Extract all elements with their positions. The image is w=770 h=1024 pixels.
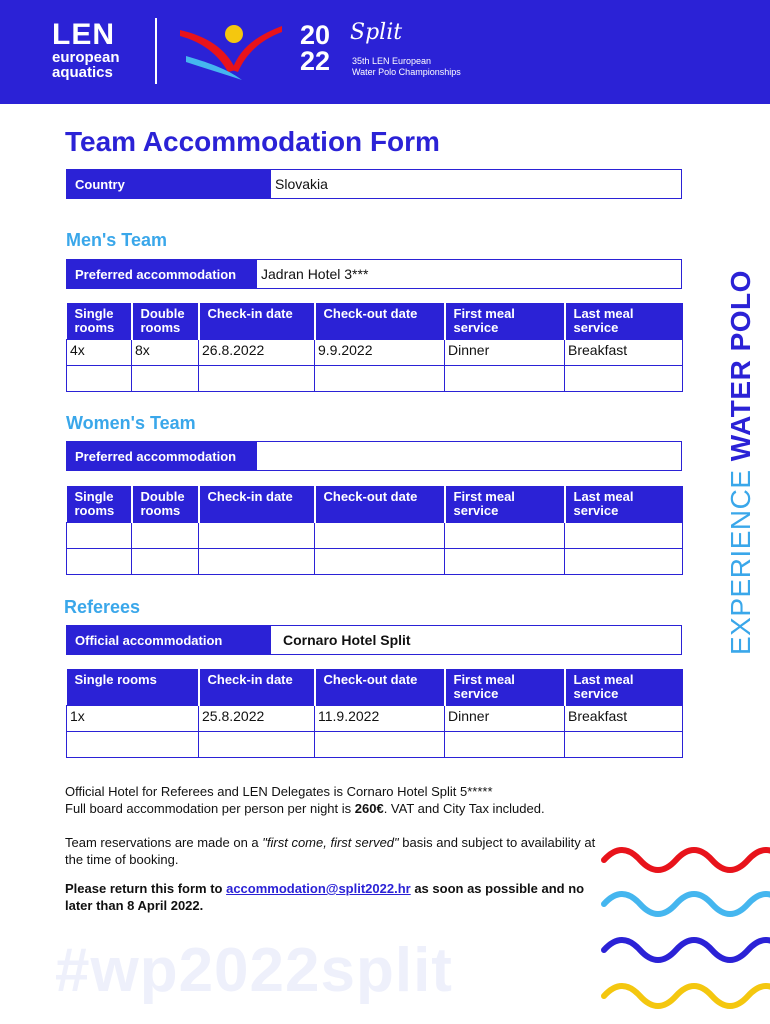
mens-table-header-row [67,303,683,340]
mens-preferred-accommodation-row [66,259,682,289]
referees-official-field[interactable]: Cornaro Hotel Split [283,632,411,648]
referees-official-accommodation-row [66,625,682,655]
table-cell[interactable] [199,732,315,758]
table-cell[interactable]: Breakfast [565,340,683,366]
decorative-waves [600,840,770,1015]
table-cell[interactable]: 26.8.2022 [199,340,315,366]
len-logo [52,20,120,80]
womens-col-first-meal: First meal service [445,486,565,523]
mens-col-first-meal: First meal service [445,303,565,340]
table-row [67,732,683,758]
table-cell[interactable]: 1x [67,706,199,732]
table-cell[interactable] [565,523,683,549]
referees-table-header-row [67,669,683,706]
country-row [66,169,682,199]
table-cell[interactable] [445,549,565,575]
table-cell[interactable] [67,549,132,575]
table-cell[interactable] [445,523,565,549]
championship-name [352,56,461,78]
note-board-price: Full board accommodation per person per night is 260€. VAT and City Tax included. [65,801,545,816]
mens-preferred-field[interactable]: Jadran Hotel 3*** [261,266,369,282]
womens-col-check-out: Check-out date [315,486,445,523]
table-row [67,706,683,732]
table-cell[interactable] [565,732,683,758]
tagline-light: EXPERIENCE [725,461,756,655]
table-cell[interactable] [565,366,683,392]
table-cell[interactable] [565,549,683,575]
table-row [67,366,683,392]
table-cell[interactable] [445,366,565,392]
note-reservations: Team reservations are made on a "first come, first served" basis and subject to availability at the time of booking. [65,835,596,867]
len-logo-european: european [52,49,120,66]
country-label: Country [67,170,271,198]
table-cell[interactable] [315,732,445,758]
mens-preferred-label: Preferred accommodation [67,260,257,288]
referees-official-label: Official accommodation [67,626,271,654]
womens-col-double-rooms: Double rooms [132,486,199,523]
table-cell[interactable] [315,366,445,392]
email-link[interactable]: accommodation@split2022.hr [226,881,411,896]
table-cell[interactable] [445,732,565,758]
form-title: Team Accommodation Form [65,126,440,157]
womens-col-single-rooms: Single rooms [67,486,132,523]
len-logo-text: LEN [52,18,115,51]
hashtag-watermark: #wp2022split [55,936,453,1005]
table-cell[interactable] [67,523,132,549]
note-return-form: Please return this form to accommodation@split2022.hr as soon as possible and no later than 8 April 2022. [65,881,585,913]
table-cell[interactable] [315,549,445,575]
table-cell[interactable]: Dinner [445,340,565,366]
year-bottom: 22 [300,46,331,76]
table-cell[interactable]: Dinner [445,706,565,732]
table-row [67,549,683,575]
mens-col-check-out: Check-out date [315,303,445,340]
womens-team-heading: Women's Team [66,413,196,433]
len-logo-aquatics: aquatics [52,64,113,81]
table-cell[interactable] [315,523,445,549]
table-cell[interactable] [132,549,199,575]
table-row [67,340,683,366]
championship-emblem-icon [176,18,286,91]
referees-col-check-out: Check-out date [315,669,445,706]
referees-heading: Referees [64,597,141,617]
table-cell[interactable]: 4x [67,340,132,366]
mens-col-last-meal: Last meal service [565,303,683,340]
championship-line-1: 35th LEN European [352,56,432,66]
referees-col-single-rooms: Single rooms [67,669,199,706]
womens-col-last-meal: Last meal service [565,486,683,523]
table-cell[interactable]: 8x [132,340,199,366]
womens-preferred-label: Preferred accommodation [67,442,257,470]
table-cell[interactable]: 25.8.2022 [199,706,315,732]
table-cell[interactable]: Breakfast [565,706,683,732]
experience-water-polo-tagline [725,270,757,655]
womens-preferred-accommodation-row [66,441,682,471]
waves-icon [600,840,770,1010]
note-price: 260€ [354,801,384,816]
table-cell[interactable] [132,366,199,392]
year-top: 20 [300,20,331,50]
mens-team-heading: Men's Team [66,230,167,250]
mens-col-double-rooms: Double rooms [132,303,199,340]
table-cell[interactable] [132,523,199,549]
championship-line-2: Water Polo Championships [352,67,461,77]
mens-col-single-rooms: Single rooms [67,303,132,340]
referees-rooms-table [66,669,683,758]
note-official-hotel: Official Hotel for Referees and LEN Delegates is Cornaro Hotel Split 5***** [65,784,493,799]
womens-table-header-row [67,486,683,523]
referees-col-check-in: Check-in date [199,669,315,706]
referees-col-first-meal: First meal service [445,669,565,706]
table-cell[interactable] [67,366,132,392]
tagline-bold: WATER POLO [725,270,756,462]
mens-rooms-table [66,303,683,392]
table-cell[interactable] [199,366,315,392]
note-first-come-quote: "first come, first served" [262,835,399,850]
table-cell[interactable]: 11.9.2022 [315,706,445,732]
table-row [67,523,683,549]
referees-col-last-meal: Last meal service [565,669,683,706]
womens-col-check-in: Check-in date [199,486,315,523]
year-mark [300,22,330,74]
header-banner [0,0,770,104]
womens-preferred-field[interactable] [257,442,681,470]
table-cell[interactable] [199,523,315,549]
notes-block-pricing [65,783,605,817]
table-cell[interactable]: 9.9.2022 [315,340,445,366]
split-script: Split [350,20,403,45]
table-cell[interactable] [199,549,315,575]
header-divider [155,18,157,84]
table-cell[interactable] [67,732,199,758]
country-field[interactable]: Slovakia [275,176,328,192]
mens-col-check-in: Check-in date [199,303,315,340]
womens-rooms-table [66,486,683,575]
